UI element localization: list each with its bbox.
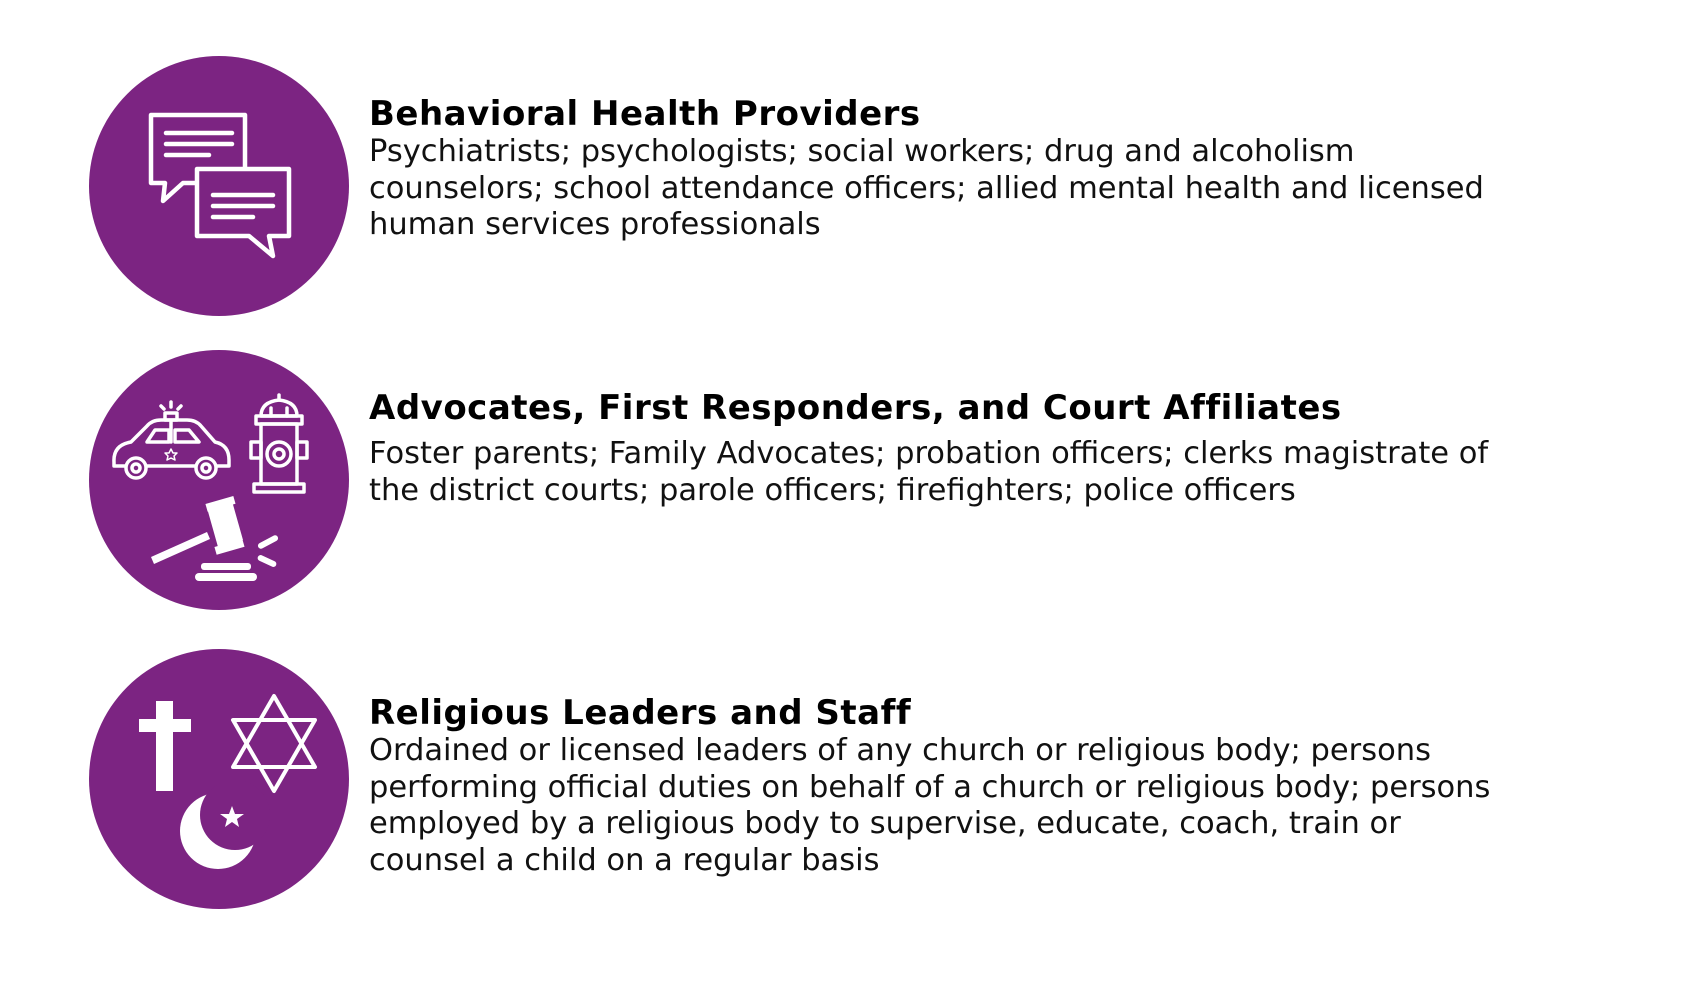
- fire-hydrant-icon: [251, 395, 307, 492]
- chat-bubbles-icon: [89, 56, 349, 316]
- cross-icon: [139, 701, 191, 791]
- category-text: [369, 94, 1519, 244]
- crescent-star-icon: [180, 780, 270, 869]
- religious-symbols-icon: [89, 649, 349, 909]
- category-icon-circle: [89, 56, 349, 316]
- police-car-hydrant-gavel-icon: [89, 350, 349, 610]
- category-heading: Advocates, First Responders, and Court Affiliates: [369, 388, 1342, 428]
- category-text: [369, 388, 1519, 509]
- star-of-david-icon: [233, 696, 315, 791]
- category-description: Foster parents; Family Advocates; probation officers; clerks magistrate of the district courts; parole officers; firefighters; police officers: [369, 436, 1489, 508]
- category-icon-circle: [89, 350, 349, 610]
- category-description: Psychiatrists; psychologists; social workers; drug and alcoholism counselors; school attendance officers; allied mental health and licensed human services professionals: [369, 134, 1484, 242]
- police-car-icon: [114, 402, 229, 478]
- category-description: Ordained or licensed leaders of any church or religious body; persons performing official duties on behalf of a church or religious body; persons employed by a religious body to supervise, educate, coach, train or counsel a child on a regular basis: [369, 733, 1491, 878]
- category-text: [369, 693, 1519, 879]
- category-heading: Religious Leaders and Staff: [369, 693, 912, 733]
- gavel-icon: [151, 496, 279, 581]
- category-icon-circle: [89, 649, 349, 909]
- category-heading: Behavioral Health Providers: [369, 94, 921, 134]
